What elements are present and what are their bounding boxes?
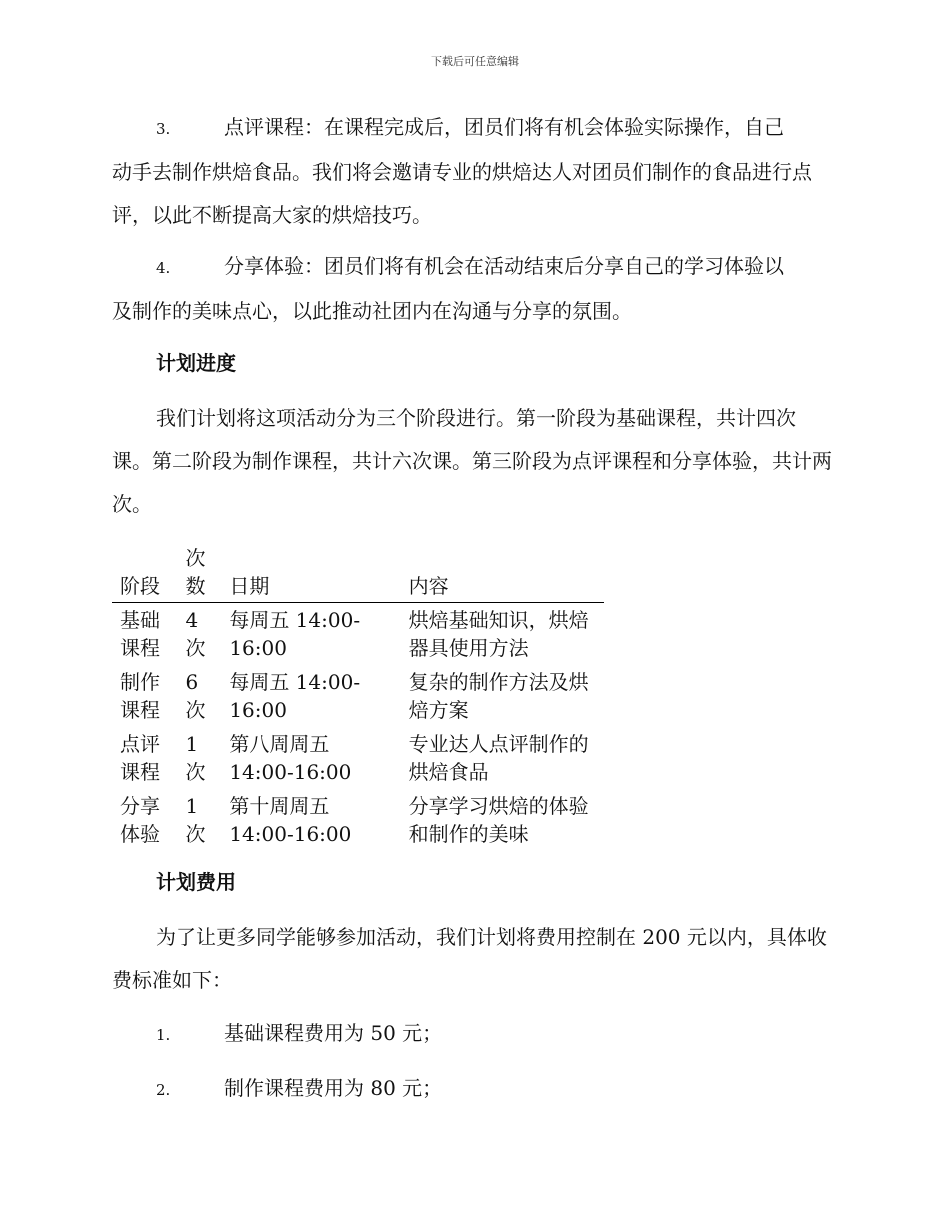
section-heading-cost: 计划费用: [156, 870, 236, 894]
table-row: [112, 603, 604, 666]
list-number: 4.: [156, 259, 171, 277]
table-row: [112, 665, 604, 727]
list-item-4: [112, 245, 832, 333]
list-item-3: [112, 106, 832, 237]
table-cell: 第十周周五 14:00-16:00: [229, 794, 352, 846]
table-header-row: [112, 544, 604, 603]
list-number: 2.: [156, 1081, 171, 1099]
table-cell: 6 次: [185, 670, 206, 722]
list-item-text-first-line: 点评课程：在课程完成后，团员们将有机会体验实际操作，自己: [224, 115, 784, 139]
schedule-table: [112, 544, 604, 851]
table-cell: 分享学习烘焙的体验和制作的美味: [408, 794, 589, 846]
table-cell: 制作课程: [120, 670, 160, 722]
table-cell: 烘焙基础知识，烘焙器具使用方法: [408, 608, 589, 660]
table-cell: 复杂的制作方法及烘焙方案: [408, 670, 589, 722]
table-cell: 专业达人点评制作的烘焙食品: [408, 732, 589, 784]
section-heading-progress: 计划进度: [156, 351, 236, 375]
list-item-1: [112, 1012, 832, 1057]
page-header: 下载后可任意编辑: [431, 55, 519, 68]
table-header-cell: 日期: [221, 544, 400, 603]
table-row: [112, 727, 604, 789]
list-item-text-rest: 动手去制作烘焙食品。我们将会邀请专业的烘焙达人对团员们制作的食品进行点评，以此不断提高大家的烘焙技巧。: [112, 160, 812, 227]
list-item-2: [112, 1067, 832, 1112]
table-cell: 1 次: [185, 732, 206, 784]
table-cell: 1 次: [185, 794, 206, 846]
table-cell: 基础课程: [120, 608, 160, 660]
table-header-cell: 阶段: [112, 544, 177, 603]
table-cell: 4 次: [185, 608, 206, 660]
cost-paragraph: 为了让更多同学能够参加活动，我们计划将费用控制在 200 元以内，具体收费标准如下：: [112, 925, 827, 992]
table-cell: 第八周周五 14:00-16:00: [229, 732, 352, 784]
table-cell: 每周五 14:00-16:00: [229, 670, 361, 722]
list-item-text-rest: 及制作的美味点心，以此推动社团内在沟通与分享的氛围。: [112, 299, 632, 323]
table-header-cell: 内容: [401, 544, 604, 603]
list-number: 3.: [156, 120, 171, 138]
list-number: 1.: [156, 1026, 171, 1044]
table-cell: 点评课程: [120, 732, 160, 784]
progress-paragraph: 我们计划将这项活动分为三个阶段进行。第一阶段为基础课程，共计四次课。第二阶段为制作课程，共计六次课。第三阶段为点评课程和分享体验，共计两次。: [112, 406, 832, 516]
table-cell: 每周五 14:00-16:00: [229, 608, 361, 660]
list-item-text: 基础课程费用为 50 元；: [224, 1021, 443, 1045]
list-item-text: 制作课程费用为 80 元；: [224, 1076, 443, 1100]
list-item-text-first-line: 分享体验：团员们将有机会在活动结束后分享自己的学习体验以: [224, 254, 784, 278]
table-header-cell: 次数: [177, 544, 221, 603]
table-row: [112, 789, 604, 851]
table-cell: 分享体验: [120, 794, 160, 846]
